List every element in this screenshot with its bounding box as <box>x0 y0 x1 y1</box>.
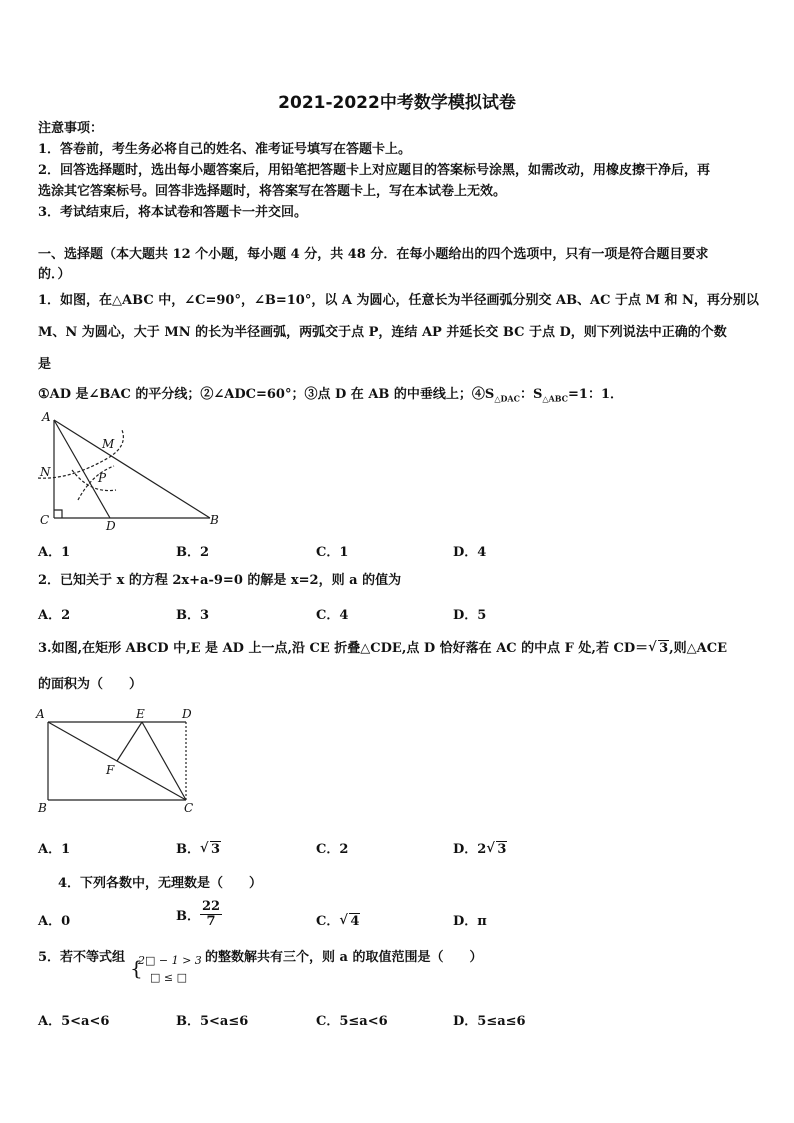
q1-label-b: B <box>210 513 219 527</box>
q2-option-c[interactable]: C．4 <box>316 608 349 623</box>
q1-option-b[interactable]: B．2 <box>176 545 210 560</box>
q1-line3: 是 <box>38 357 52 372</box>
q4-option-a[interactable]: A．0 <box>38 914 71 929</box>
notice-heading: 注意事项： <box>38 121 104 136</box>
q1-sub-abc: △ABC <box>542 393 569 404</box>
q3-line2: 的面积为（ ） <box>38 677 143 692</box>
q1-ratio-tail: =1：1． <box>568 387 623 402</box>
q1-label-m: M <box>102 437 115 451</box>
q4-fraction: $\frac{22}{7}$ <box>202 899 221 929</box>
q1-label-c: C <box>40 513 50 527</box>
q4-option-c[interactable]: C．√ 4 <box>316 910 360 929</box>
q1-label-n: N <box>40 465 51 479</box>
q3-line1-tail: ,则△ACE <box>669 641 728 656</box>
q5-option-b[interactable]: B．5<a≤6 <box>176 1014 249 1029</box>
notice-item-3: 3．考试结束后，将本试卷和答题卡一并交回。 <box>38 205 308 220</box>
q3-label-e: E <box>136 707 145 721</box>
q1-statements <box>38 386 623 408</box>
q4-text: 4．下列各数中，无理数是（ ） <box>58 876 263 891</box>
q1-statements-text: ①AD 是∠BAC 的平分线；②∠ADC=60°；③点 D 在 AB 的中垂线上；④S <box>38 387 495 402</box>
q5-suffix: 的整数解共有三个，则 a 的取值范围是（ ） <box>205 950 483 965</box>
q3-option-b-sqrt: √ 3 <box>200 842 221 857</box>
q5-option-a[interactable]: A．5<a<6 <box>38 1014 110 1029</box>
section-heading-line1: 一、选择题（本大题共 12 个小题，每小题 4 分，共 48 分．在每小题给出的四个选项中，只有一项是符合题目要求 <box>38 247 709 262</box>
q2-option-a[interactable]: A．2 <box>38 608 71 623</box>
q3-option-b[interactable]: B．√ 3 <box>176 838 221 857</box>
q1-line1: 1．如图，在△ABC 中，∠C=90°，∠B=10°，以 A 为圆心，任意长为半径画弧分别交 AB、AC 于点 M 和 N，再分别以 <box>38 293 759 308</box>
q5-option-d[interactable]: D．5≤a≤6 <box>453 1014 526 1029</box>
notice-item-1: 1．答卷前，考生务必将自己的姓名、准考证号填写在答题卡上。 <box>38 142 412 157</box>
q3-option-a[interactable]: A．1 <box>38 842 71 857</box>
q3-label-a: A <box>36 707 45 721</box>
q2-option-d[interactable]: D．5 <box>453 608 487 623</box>
q2-text: 2．已知关于 x 的方程 2x+a-9=0 的解是 x=2，则 a 的值为 <box>38 573 402 588</box>
q4-option-b[interactable]: B． $\frac{22}{7}$ <box>176 899 221 929</box>
notice-item-2-cont: 选涂其它答案标号。回答非选择题时，将答案写在答题卡上，写在本试卷上无效。 <box>38 184 507 199</box>
q3-segment-ef <box>117 722 142 761</box>
q4-option-d[interactable]: D．π <box>453 914 487 929</box>
q5-prefix: 5．若不等式组 <box>38 950 126 965</box>
q5-brace: { <box>130 956 143 980</box>
q3-label-b: B <box>38 801 47 815</box>
q1-option-d[interactable]: D．4 <box>453 545 487 560</box>
q3-label-c: C <box>184 801 194 815</box>
page-title: 2021-2022中考数学模拟试卷 <box>278 93 516 113</box>
q5-system-line1: 2□ − 1 > 3 <box>138 954 202 967</box>
q3-fold-ce <box>142 722 186 800</box>
q3-option-c[interactable]: C．2 <box>316 842 349 857</box>
q1-line2: M、N 为圆心，大于 MN 的长为半径画弧，两弧交于点 P，连结 AP 并延长交 BC 于点 D，则下列说法中正确的个数 <box>38 325 727 340</box>
q3-line1 <box>38 640 727 658</box>
q1-side-ab <box>54 420 210 518</box>
q5-system-line2: □ ≤ □ <box>150 971 187 984</box>
notice-item-2: 2．回答选择题时，选出每小题答案后，用铅笔把答题卡上对应题目的答案标号涂黑，如需改动，用橡皮擦干净后，再 <box>38 163 711 178</box>
q1-figure <box>30 408 230 534</box>
q1-option-c[interactable]: C．1 <box>316 545 349 560</box>
q3-option-d[interactable]: D．2√ 3 <box>453 838 507 857</box>
q3-line1-text: 3.如图,在矩形 ABCD 中,E 是 AD 上一点,沿 CE 折叠△CDE,点 D 恰好落在 AC 的中点 F 处,若 CD＝ <box>38 641 649 656</box>
q2-option-b[interactable]: B．3 <box>176 608 210 623</box>
q1-bisector-ad <box>54 420 110 518</box>
q1-option-a[interactable]: A．1 <box>38 545 71 560</box>
q4-option-c-sqrt: √ 4 <box>339 914 360 929</box>
q1-ratio-sep: ：S <box>519 387 543 402</box>
q1-label-p: P <box>98 471 107 485</box>
q1-right-angle-mark <box>54 510 62 518</box>
q1-label-a: A <box>42 410 51 424</box>
q1-arc-from-m <box>72 470 116 491</box>
q3-label-d: D <box>182 707 192 721</box>
q3-label-f: F <box>106 763 115 777</box>
q1-label-d: D <box>106 519 116 533</box>
q3-figure <box>30 704 210 816</box>
q5-option-c[interactable]: C．5≤a<6 <box>316 1014 388 1029</box>
section-heading-line2: 的．） <box>38 267 71 282</box>
q3-option-d-sqrt: √ 3 <box>486 842 507 857</box>
q1-sub-dac: △DAC <box>494 393 520 404</box>
q3-sqrt: √ 3 <box>648 640 669 658</box>
